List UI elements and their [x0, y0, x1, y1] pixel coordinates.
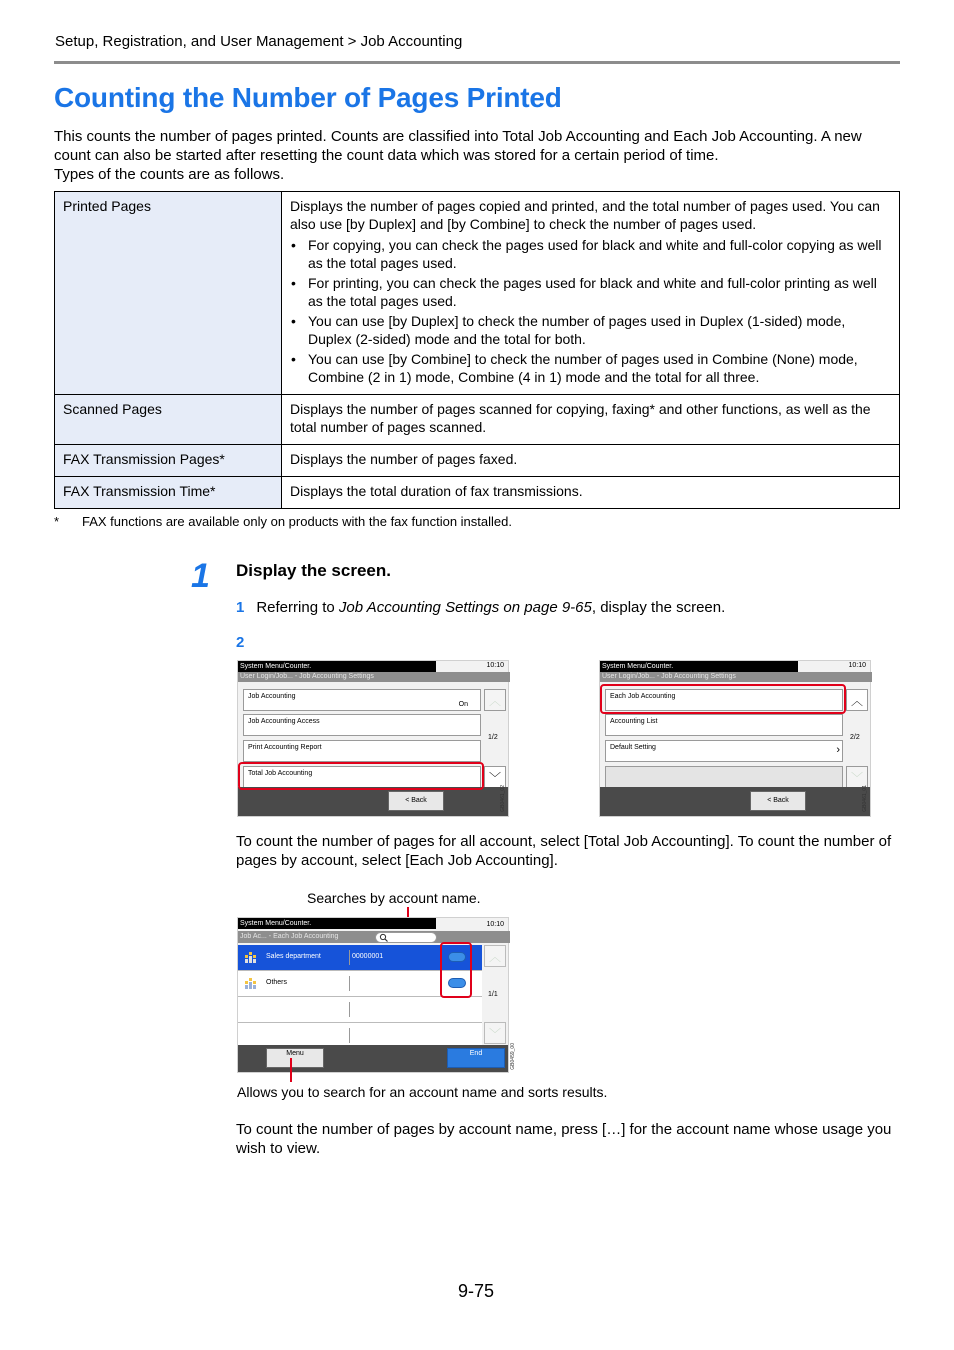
- panel-time: 10:10: [486, 921, 504, 928]
- figure-code: GB0459_00: [510, 1043, 516, 1070]
- item-label: Each Job Accounting: [610, 693, 676, 700]
- panel-breadcrumb: User Login/Job... - Job Accounting Settings: [600, 672, 872, 682]
- step-number: 1: [191, 557, 210, 595]
- item-value: On: [458, 701, 468, 708]
- each-job-accounting-panel: [237, 917, 516, 1073]
- step-title: Display the screen.: [236, 561, 391, 580]
- page-indicator: 1/1: [488, 991, 498, 998]
- intro-types: Types of the counts are as follows.: [54, 166, 285, 183]
- page-number: 9-75: [458, 1281, 495, 1301]
- footnote-text: FAX functions are available only on products with the fax function installed.: [82, 514, 512, 529]
- default-setting-button[interactable]: [605, 740, 843, 762]
- job-accounting-access-button[interactable]: [243, 714, 481, 736]
- print-accounting-report-button[interactable]: [243, 740, 481, 762]
- panel-bottom-bar: [238, 787, 508, 816]
- search-callout: Searches by account name.: [307, 890, 481, 906]
- bullet-item: • For copying, you can check the pages used for black and white and full-color copying as well as the total pages used.: [290, 236, 891, 272]
- substep-1-pre: Referring to: [256, 599, 339, 616]
- panel-title: System Menu/Counter.: [600, 661, 798, 672]
- column-divider: [349, 976, 350, 991]
- item-label: Print Accounting Report: [248, 744, 322, 751]
- column-divider: [349, 1028, 350, 1043]
- search-button[interactable]: [375, 932, 437, 943]
- panel-breadcrumb: Job Ac... - Each Job Accounting: [238, 931, 510, 943]
- intro: [54, 127, 900, 184]
- panel-time: 10:10: [848, 662, 866, 669]
- header-rule: [54, 61, 900, 64]
- row-key: FAX Transmission Pages*: [55, 445, 282, 477]
- bullet-item: • For printing, you can check the pages used for black and white and full-color printing as well as the total pages used.: [290, 274, 891, 310]
- item-label: Default Setting: [610, 744, 656, 751]
- chevron-right-icon: ›: [836, 744, 840, 756]
- panel-bottom-bar: [238, 1045, 508, 1072]
- highlight-box: [238, 762, 484, 790]
- row-desc: Displays the number of pages scanned for copying, faxing* and other functions, as well as the total number of pages scanned.: [282, 395, 900, 445]
- table-row: [55, 395, 900, 445]
- panel-title: System Menu/Counter.: [238, 918, 436, 929]
- row-desc: Displays the number of pages faxed.: [282, 445, 900, 477]
- panel-title: System Menu/Counter.: [238, 661, 436, 672]
- count-types-table: [54, 191, 900, 509]
- scroll-down-icon[interactable]: ﹀: [484, 766, 506, 788]
- scroll-up-icon[interactable]: ︿: [846, 689, 868, 711]
- empty-row: [238, 997, 482, 1023]
- cross-reference-link[interactable]: Job Accounting Settings on page 9-65: [338, 599, 592, 616]
- item-label: Accounting List: [610, 718, 658, 725]
- page-indicator: 2/2: [850, 734, 860, 741]
- account-name: Others: [266, 979, 288, 986]
- accounting-list-button[interactable]: [605, 714, 843, 736]
- table-row: [55, 192, 900, 395]
- substep-1-post: , display the screen.: [591, 599, 726, 616]
- panel-time: 10:10: [486, 662, 504, 669]
- row-key: FAX Transmission Time*: [55, 477, 282, 509]
- account-name: Sales department: [266, 953, 321, 960]
- footnote-star: *: [54, 514, 60, 529]
- item-label: Total Job Accounting: [248, 770, 313, 777]
- scroll-up-icon[interactable]: ︿: [484, 945, 506, 967]
- panel-breadcrumb: User Login/Job... - Job Accounting Settings: [238, 672, 510, 682]
- menu-callout: Allows you to search for an account name and sorts results.: [237, 1084, 608, 1100]
- page-title: Counting the Number of Pages Printed: [54, 82, 562, 113]
- row-key: Scanned Pages: [55, 395, 282, 445]
- figure-code: GB0461_01: [862, 785, 868, 812]
- scroll-down-icon[interactable]: ﹀: [846, 766, 868, 788]
- scroll-down-icon[interactable]: ﹀: [484, 1022, 506, 1044]
- bullet-item: • You can use [by Combine] to check the number of pages used in Combine (None) mode, Combine (2 in 1) mode, Combine (4 in 1) mode and the total for all three.: [290, 350, 891, 386]
- end-button[interactable]: End: [447, 1048, 505, 1068]
- column-divider: [349, 1002, 350, 1017]
- back-button[interactable]: < Back: [750, 791, 806, 811]
- substep-2-number: 2: [236, 634, 245, 651]
- row-key: Printed Pages: [55, 192, 282, 395]
- running-header: Setup, Registration, and User Management > Job Accounting: [55, 33, 463, 50]
- row-desc: [282, 192, 900, 395]
- account-icon: [244, 950, 258, 964]
- row-desc-text: Displays the number of pages copied and printed, and the total number of pages used. You can also use [by Duplex] and [by Combine] to check the number of pages used.: [290, 198, 880, 232]
- instruction-paragraph: To count the number of pages by account name, press […] for the account name whose usage you wish to view.: [236, 1121, 892, 1157]
- back-button[interactable]: < Back: [388, 791, 444, 811]
- figure-code: GB0461_02: [500, 785, 506, 812]
- bullet-item: • You can use [by Duplex] to check the number of pages used in Duplex (1-sided) mode, Duplex (2-sided) mode and the total for both.: [290, 312, 891, 348]
- panel-bottom-bar: [600, 787, 870, 816]
- account-icon: [244, 976, 258, 990]
- job-accounting-button[interactable]: [243, 689, 481, 711]
- highlight-box: [600, 684, 846, 714]
- substep-1-number: 1: [236, 599, 245, 616]
- row-desc: Displays the total duration of fax transmissions.: [282, 477, 900, 509]
- bullet-list: [290, 236, 891, 386]
- table-row: [55, 477, 900, 509]
- empty-slot: [605, 766, 843, 788]
- item-label: Job Accounting: [248, 693, 296, 700]
- highlight-box: [440, 942, 472, 998]
- job-accounting-settings-panel-page2: [599, 660, 871, 817]
- callout-leader: [290, 1058, 292, 1082]
- table-row: [55, 445, 900, 477]
- instruction-paragraph: To count the number of pages for all account, select [Total Job Accounting]. To count the number of pages by account, select [Each Job Accounting].: [236, 833, 892, 869]
- column-divider: [349, 950, 350, 965]
- intro-paragraph: This counts the number of pages printed. Counts are classified into Total Job Accounting and Each Job Accounting. A new count can also be started after resetting the count data which was stored for a certain period of time.: [54, 128, 862, 164]
- item-label: Job Accounting Access: [248, 718, 320, 725]
- substep-1: [236, 599, 725, 616]
- scroll-up-icon[interactable]: ︿: [484, 689, 506, 711]
- account-number: 00000001: [352, 953, 384, 960]
- search-icon: [379, 933, 389, 943]
- job-accounting-settings-panel-page1: [237, 660, 509, 817]
- page-indicator: 1/2: [488, 734, 498, 741]
- menu-button[interactable]: Menu: [266, 1048, 324, 1068]
